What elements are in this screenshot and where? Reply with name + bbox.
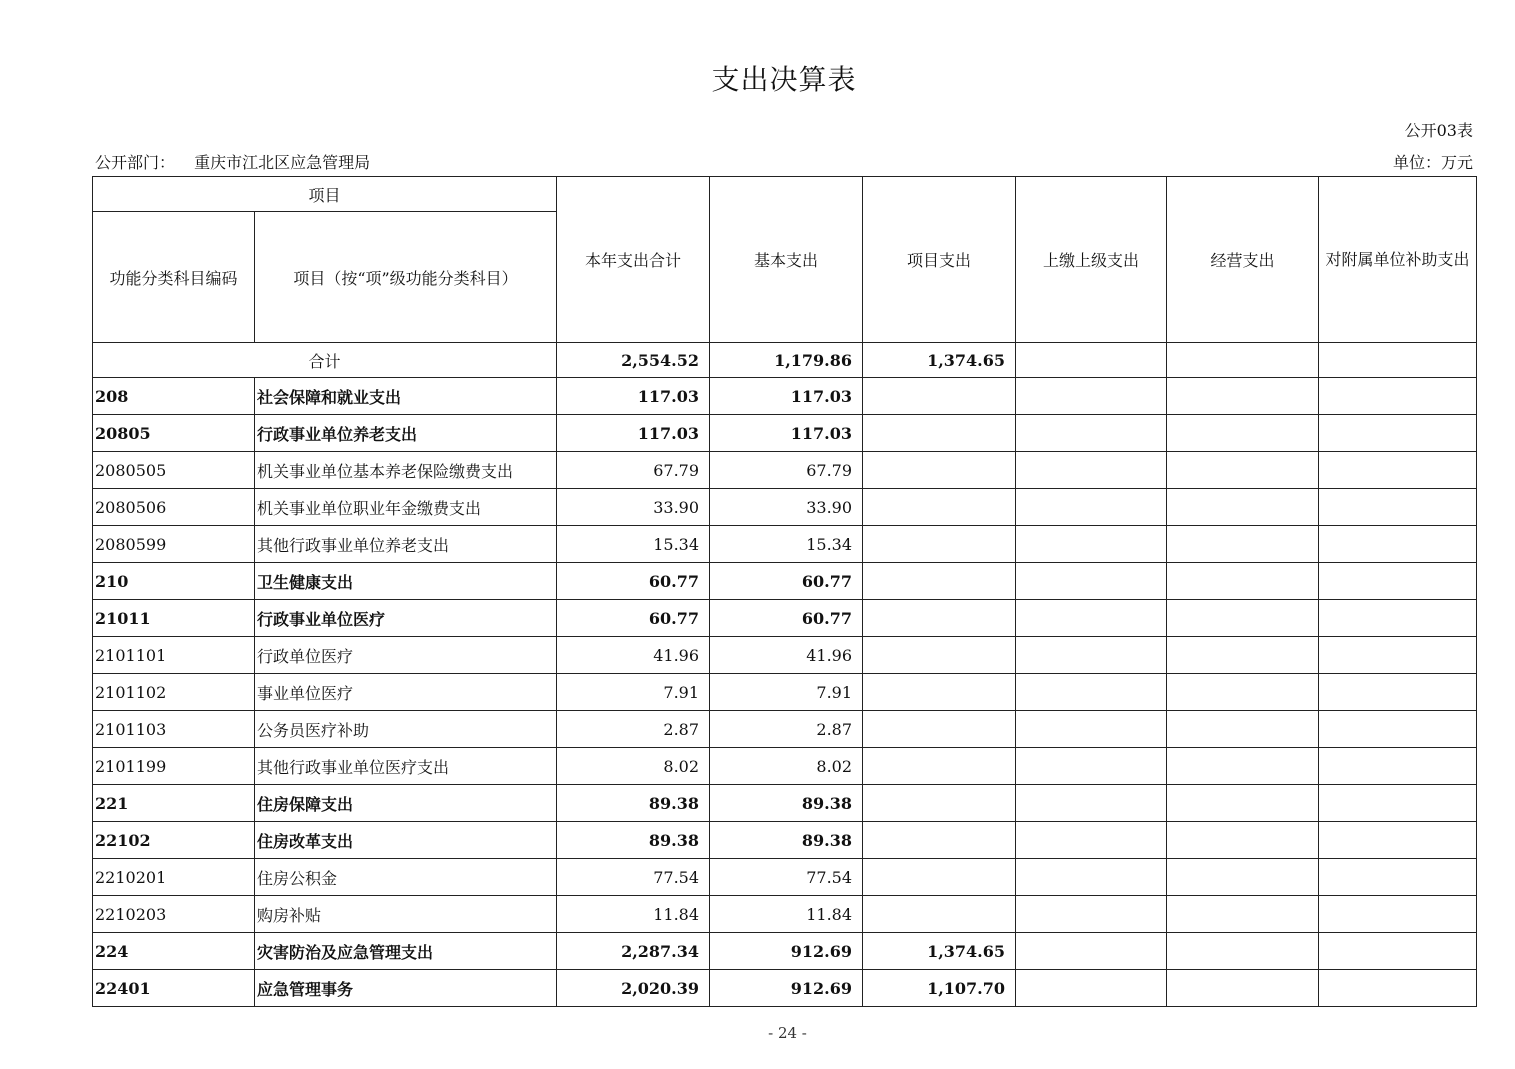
basic-cell: 912.69 [710,933,863,970]
total-cell: 89.38 [557,785,710,822]
subsidy-cell [1319,785,1477,822]
basic-cell: 89.38 [710,822,863,859]
subsidy-cell [1319,970,1477,1007]
subsidy-cell [1319,933,1477,970]
upper-cell [1016,563,1167,600]
operating-cell [1167,711,1319,748]
total-cell: 2,287.34 [557,933,710,970]
upper-cell [1016,637,1167,674]
operating-cell [1167,785,1319,822]
total-label: 合计 [93,343,557,378]
upper-cell [1016,933,1167,970]
upper-cell [1016,526,1167,563]
subsidy-cell [1319,526,1477,563]
basic-cell: 67.79 [710,452,863,489]
basic-cell: 60.77 [710,563,863,600]
table-row [93,674,1477,711]
operating-cell [1167,637,1319,674]
operating-cell [1167,343,1319,378]
name-cell: 行政事业单位养老支出 [255,415,557,452]
project-cell [863,600,1016,637]
operating-cell [1167,600,1319,637]
total-cell: 60.77 [557,563,710,600]
operating-cell [1167,415,1319,452]
form-code: 公开03表 [1404,121,1473,140]
code-cell: 22401 [93,970,255,1007]
code-cell: 2210203 [93,896,255,933]
subsidy-cell [1319,896,1477,933]
table-row [93,859,1477,896]
upper-cell [1016,711,1167,748]
operating-cell [1167,896,1319,933]
code-cell: 221 [93,785,255,822]
subsidy-cell [1319,378,1477,415]
header-row-1 [93,177,1477,212]
code-cell: 208 [93,378,255,415]
header-name: 项目（按“项”级功能分类科目） [255,212,557,343]
project-cell: 1,107.70 [863,970,1016,1007]
basic-cell: 33.90 [710,489,863,526]
name-cell: 灾害防治及应急管理支出 [255,933,557,970]
subsidy-cell [1319,822,1477,859]
total-cell: 15.34 [557,526,710,563]
code-cell: 2080506 [93,489,255,526]
name-cell: 社会保障和就业支出 [255,378,557,415]
subsidy-cell [1319,489,1477,526]
subsidy-cell [1319,859,1477,896]
operating-cell [1167,933,1319,970]
total-cell: 7.91 [557,674,710,711]
code-cell: 20805 [93,415,255,452]
table-row [93,933,1477,970]
table-row [93,970,1477,1007]
table-row [93,600,1477,637]
table-row [93,637,1477,674]
table-row [93,378,1477,415]
upper-cell [1016,674,1167,711]
total-cell: 89.38 [557,822,710,859]
name-cell: 行政事业单位医疗 [255,600,557,637]
project-cell [863,563,1016,600]
project-cell [863,526,1016,563]
upper-cell [1016,822,1167,859]
basic-cell: 912.69 [710,970,863,1007]
table-row [93,785,1477,822]
project-cell [863,711,1016,748]
total-cell: 77.54 [557,859,710,896]
page-number: - 24 - [768,1024,807,1042]
header-subsidy: 对附属单位补助支出 [1319,177,1477,343]
department-label: 公开部门： [95,153,176,172]
basic-cell: 41.96 [710,637,863,674]
code-cell: 21011 [93,600,255,637]
total-cell: 33.90 [557,489,710,526]
unit-label: 单位：万元 [1392,153,1473,172]
upper-cell [1016,970,1167,1007]
project-cell [863,637,1016,674]
subsidy-cell [1319,452,1477,489]
total-cell: 2,020.39 [557,970,710,1007]
header-project-expense: 项目支出 [863,177,1016,343]
table-row [93,711,1477,748]
name-cell: 公务员医疗补助 [255,711,557,748]
department-name: 重庆市江北区应急管理局 [194,153,371,172]
subsidy-cell [1319,600,1477,637]
name-cell: 应急管理事务 [255,970,557,1007]
basic-cell: 77.54 [710,859,863,896]
code-cell: 2101102 [93,674,255,711]
table-row [93,452,1477,489]
upper-cell [1016,748,1167,785]
upper-cell [1016,378,1167,415]
table-row [93,896,1477,933]
name-cell: 卫生健康支出 [255,563,557,600]
total-cell: 117.03 [557,378,710,415]
table-row [93,748,1477,785]
table-row [93,822,1477,859]
operating-cell [1167,859,1319,896]
project-cell [863,378,1016,415]
code-cell: 224 [93,933,255,970]
operating-cell [1167,674,1319,711]
name-cell: 事业单位医疗 [255,674,557,711]
operating-cell [1167,970,1319,1007]
subsidy-cell [1319,637,1477,674]
subsidy-cell [1319,343,1477,378]
basic-cell: 60.77 [710,600,863,637]
basic-cell: 15.34 [710,526,863,563]
code-cell: 2101103 [93,711,255,748]
basic-cell: 8.02 [710,748,863,785]
upper-cell [1016,600,1167,637]
table-row [93,489,1477,526]
project-cell [863,674,1016,711]
name-cell: 机关事业单位职业年金缴费支出 [255,489,557,526]
subsidy-cell [1319,563,1477,600]
project-cell [863,822,1016,859]
name-cell: 机关事业单位基本养老保险缴费支出 [255,452,557,489]
operating-cell [1167,526,1319,563]
basic-cell: 89.38 [710,785,863,822]
upper-cell [1016,415,1167,452]
total-cell: 41.96 [557,637,710,674]
header-operating: 经营支出 [1167,177,1319,343]
project-cell: 1,374.65 [863,933,1016,970]
basic-cell: 11.84 [710,896,863,933]
project-cell [863,452,1016,489]
basic-cell: 117.03 [710,378,863,415]
code-cell: 2101101 [93,637,255,674]
basic-cell: 117.03 [710,415,863,452]
name-cell: 行政单位医疗 [255,637,557,674]
name-cell: 其他行政事业单位医疗支出 [255,748,557,785]
basic-cell: 1,179.86 [710,343,863,378]
operating-cell [1167,378,1319,415]
table-row [93,563,1477,600]
project-cell [863,748,1016,785]
project-cell: 1,374.65 [863,343,1016,378]
name-cell: 住房改革支出 [255,822,557,859]
table-row [93,415,1477,452]
header-project: 项目 [93,177,557,212]
total-cell: 117.03 [557,415,710,452]
total-cell: 11.84 [557,896,710,933]
header-total: 本年支出合计 [557,177,710,343]
upper-cell [1016,785,1167,822]
total-row [93,343,1477,378]
code-cell: 2101199 [93,748,255,785]
code-cell: 210 [93,563,255,600]
upper-cell [1016,489,1167,526]
operating-cell [1167,563,1319,600]
project-cell [863,896,1016,933]
subsidy-cell [1319,674,1477,711]
header-code: 功能分类科目编码 [93,212,255,343]
name-cell: 购房补贴 [255,896,557,933]
operating-cell [1167,489,1319,526]
upper-cell [1016,452,1167,489]
code-cell: 2080599 [93,526,255,563]
project-cell [863,489,1016,526]
basic-cell: 7.91 [710,674,863,711]
name-cell: 其他行政事业单位养老支出 [255,526,557,563]
department-line [95,150,370,173]
table-row [93,526,1477,563]
project-cell [863,785,1016,822]
name-cell: 住房保障支出 [255,785,557,822]
basic-cell: 2.87 [710,711,863,748]
name-cell: 住房公积金 [255,859,557,896]
total-cell: 8.02 [557,748,710,785]
project-cell [863,859,1016,896]
total-cell: 2.87 [557,711,710,748]
upper-cell [1016,343,1167,378]
operating-cell [1167,452,1319,489]
total-cell: 67.79 [557,452,710,489]
expenditure-table [92,176,1477,1007]
operating-cell [1167,748,1319,785]
subsidy-cell [1319,415,1477,452]
upper-cell [1016,896,1167,933]
total-cell: 60.77 [557,600,710,637]
code-cell: 2210201 [93,859,255,896]
header-upper: 上缴上级支出 [1016,177,1167,343]
header-basic: 基本支出 [710,177,863,343]
subsidy-cell [1319,711,1477,748]
code-cell: 2080505 [93,452,255,489]
operating-cell [1167,822,1319,859]
page-title: 支出决算表 [711,63,857,96]
total-cell: 2,554.52 [557,343,710,378]
upper-cell [1016,859,1167,896]
subsidy-cell [1319,748,1477,785]
project-cell [863,415,1016,452]
code-cell: 22102 [93,822,255,859]
